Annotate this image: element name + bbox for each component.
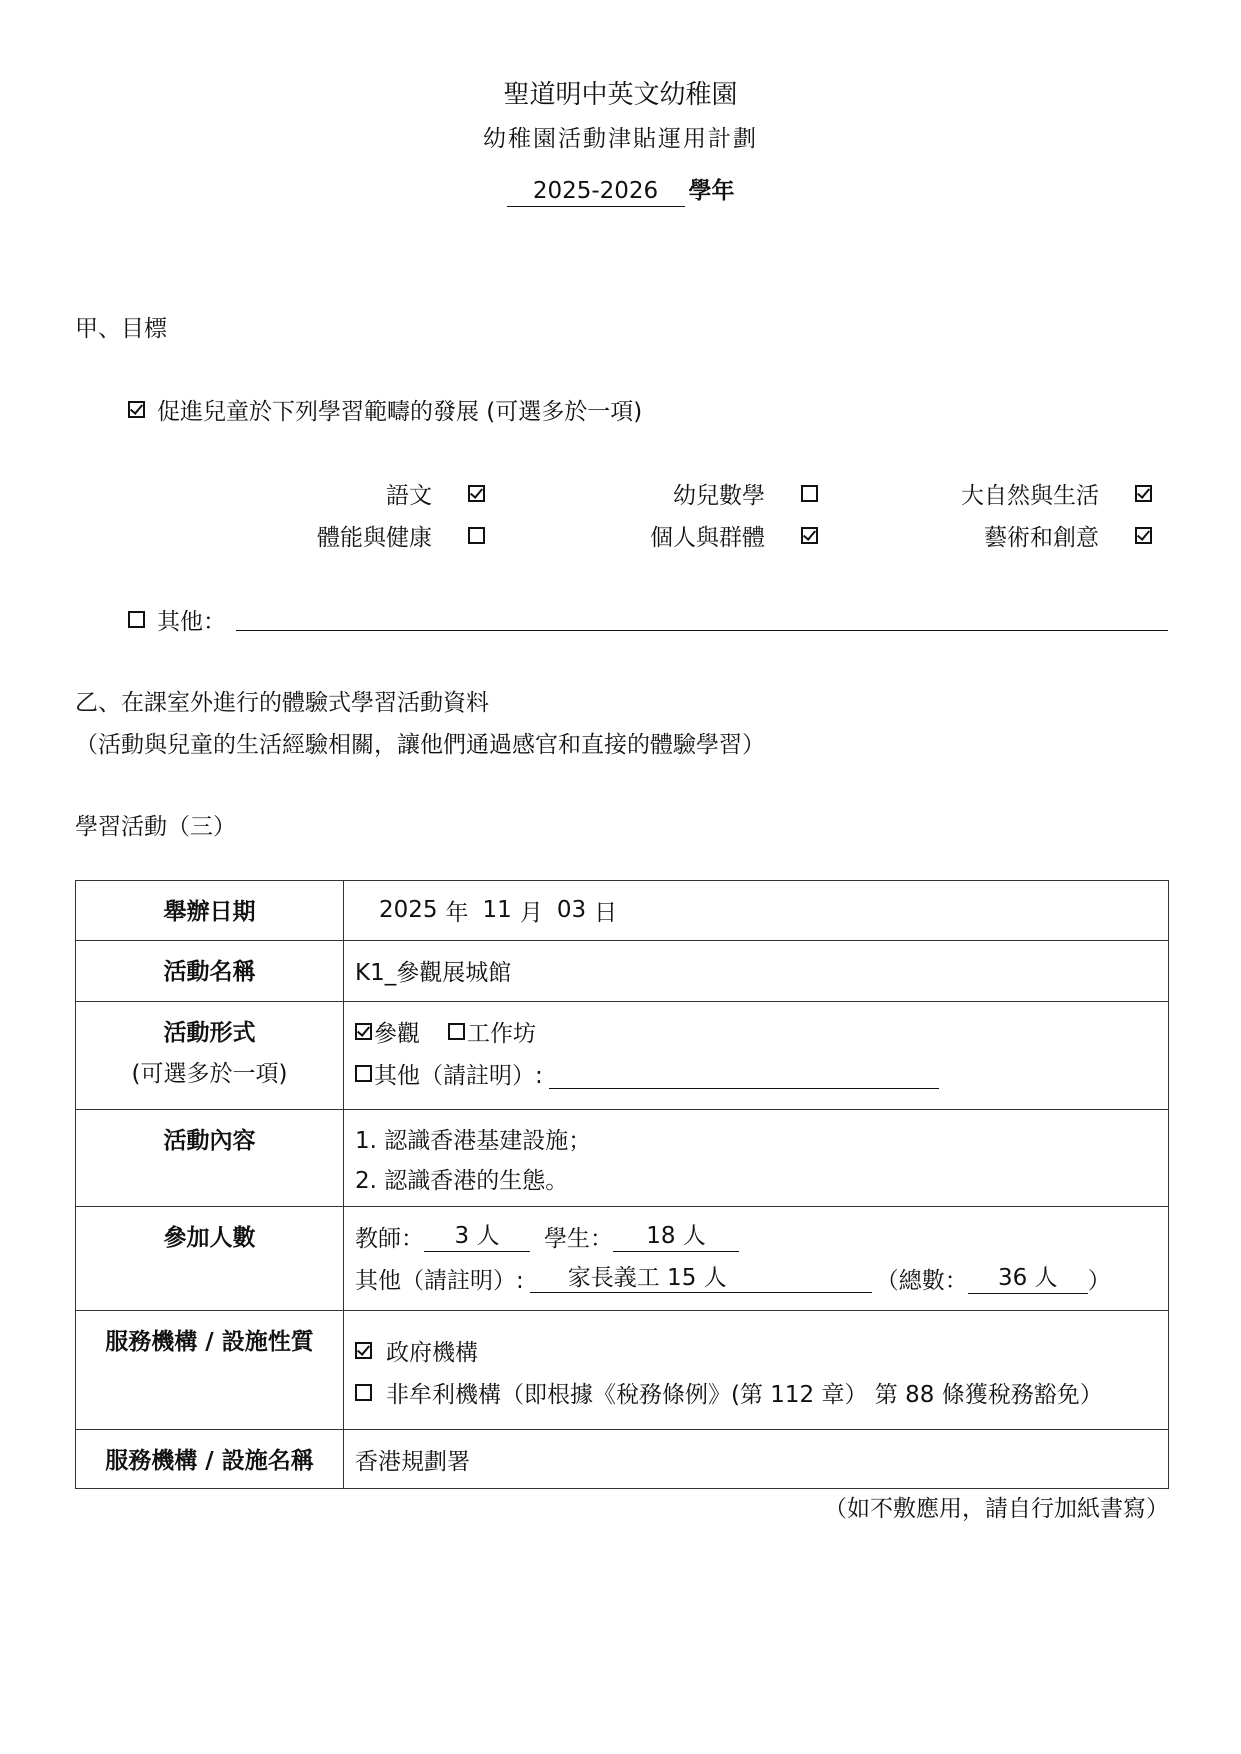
- table-row: [76, 1430, 1169, 1489]
- form-other-label: 其他（請註明）:: [374, 1062, 543, 1089]
- org-nature-label: 服務機構 / 設施性質: [76, 1311, 344, 1430]
- activity-form-label-cell: [76, 1002, 344, 1110]
- domain-label: 幼兒數學: [673, 483, 765, 509]
- domain-label: 大自然與生活: [961, 483, 1099, 509]
- date-year-unit: 年: [445, 899, 469, 926]
- activity-heading: 學習活動（三）: [75, 814, 236, 840]
- activity-form-sub-label: (可選多於一項): [131, 1061, 288, 1087]
- section-a-heading: 甲、目標: [75, 316, 167, 342]
- date-value-cell: [344, 881, 1169, 941]
- domain-item: [317, 519, 485, 552]
- domain-checkbox[interactable]: [468, 527, 485, 544]
- table-row: [76, 1311, 1169, 1430]
- date-day: 03: [556, 897, 587, 923]
- org-npo-checkbox[interactable]: [355, 1384, 372, 1401]
- domain-item: [673, 477, 818, 510]
- school-name: 聖道明中英文幼稚園: [503, 80, 738, 110]
- table-row: [76, 1110, 1169, 1207]
- other-objective-row: [128, 603, 226, 636]
- org-nature-cell: [344, 1311, 1169, 1430]
- total-count: 36 人: [968, 1263, 1088, 1294]
- org-npo-label: 非牟利機構（即根據《稅務條例》(第 112 章） 第 88 條獲稅務豁免）: [386, 1381, 1103, 1408]
- participants-other-label: 其他（請註明）:: [355, 1267, 524, 1294]
- table-row: [76, 881, 1169, 941]
- activity-name-value: K1_參觀展城館: [355, 959, 512, 986]
- other-objective-checkbox[interactable]: [128, 611, 145, 628]
- activity-name-label: 活動名稱: [76, 941, 344, 1002]
- domain-checkbox[interactable]: [1135, 527, 1152, 544]
- form-other-blank[interactable]: [549, 1058, 939, 1089]
- form-visit-checkbox[interactable]: [355, 1023, 372, 1040]
- participants-label: 參加人數: [76, 1207, 344, 1311]
- domain-label: 個人與群體: [650, 525, 765, 551]
- promote-label: 促進兒童於下列學習範疇的發展 (可選多於一項): [157, 399, 643, 425]
- promote-checkbox[interactable]: [128, 401, 145, 418]
- school-year-suffix: 學年: [688, 178, 735, 204]
- activity-content-label: 活動內容: [76, 1110, 344, 1207]
- date-label: 舉辦日期: [76, 881, 344, 941]
- table-row: [76, 1002, 1169, 1110]
- participants-cell: [344, 1207, 1169, 1311]
- form-workshop-label: 工作坊: [467, 1020, 536, 1047]
- total-label: （總數：: [875, 1267, 968, 1294]
- student-count: 18 人: [613, 1221, 739, 1252]
- activity-form-label: 活動形式: [163, 1020, 256, 1046]
- total-close: ）: [1087, 1267, 1111, 1294]
- section-b-note: （活動與兒童的生活經驗相關，讓他們通過感官和直接的體驗學習）: [75, 732, 765, 758]
- activity-info-table: [75, 880, 1169, 1489]
- org-name-label: 服務機構 / 設施名稱: [76, 1430, 344, 1489]
- activity-content-cell: [344, 1110, 1169, 1207]
- other-objective-label: 其他：: [157, 609, 226, 635]
- domain-item: [386, 477, 485, 510]
- school-year: [0, 172, 1241, 207]
- org-gov-label: 政府機構: [386, 1339, 478, 1366]
- form-workshop-checkbox[interactable]: [448, 1023, 465, 1040]
- date-month: 11: [482, 897, 512, 923]
- content-item: 1. 認識香港基建設施；: [355, 1127, 592, 1154]
- domain-item: [984, 519, 1152, 552]
- domain-item: [650, 519, 818, 552]
- domain-label: 語文: [386, 483, 432, 509]
- date-day-unit: 日: [594, 899, 618, 926]
- org-name-value: 香港規劃署: [355, 1448, 470, 1475]
- domain-checkbox[interactable]: [468, 485, 485, 502]
- student-label: 學生：: [544, 1225, 613, 1252]
- domain-item: [961, 477, 1152, 510]
- other-objective-blank[interactable]: [236, 630, 1168, 631]
- domain-checkbox[interactable]: [801, 485, 818, 502]
- table-row: [76, 941, 1169, 1002]
- org-gov-checkbox[interactable]: [355, 1342, 372, 1359]
- activity-name-cell: [344, 941, 1169, 1002]
- form-other-checkbox[interactable]: [355, 1065, 372, 1082]
- domain-checkbox[interactable]: [801, 527, 818, 544]
- teacher-count: 3 人: [424, 1221, 530, 1252]
- table-row: [76, 1207, 1169, 1311]
- form-visit-label: 參觀: [374, 1020, 420, 1047]
- plan-title: 幼稚園活動津貼運用計劃: [483, 126, 758, 152]
- domain-checkbox[interactable]: [1135, 485, 1152, 502]
- date-month-unit: 月: [519, 899, 543, 926]
- school-year-value: 2025-2026: [507, 178, 685, 207]
- domain-label: 體能與健康: [317, 525, 432, 551]
- content-item: 2. 認識香港的生態。: [355, 1167, 569, 1194]
- date-year: 2025: [379, 897, 438, 923]
- participants-other-value: 家長義工 15 人: [530, 1263, 872, 1293]
- org-name-cell: [344, 1430, 1169, 1489]
- activity-form-cell: [344, 1002, 1169, 1110]
- section-b-heading: 乙、在課室外進行的體驗式學習活動資料: [75, 690, 489, 716]
- promote-development-row: [128, 393, 642, 426]
- teacher-label: 教師：: [355, 1225, 424, 1252]
- footnote: （如不敷應用，請自行加紙書寫）: [824, 1496, 1169, 1522]
- domain-label: 藝術和創意: [984, 525, 1099, 551]
